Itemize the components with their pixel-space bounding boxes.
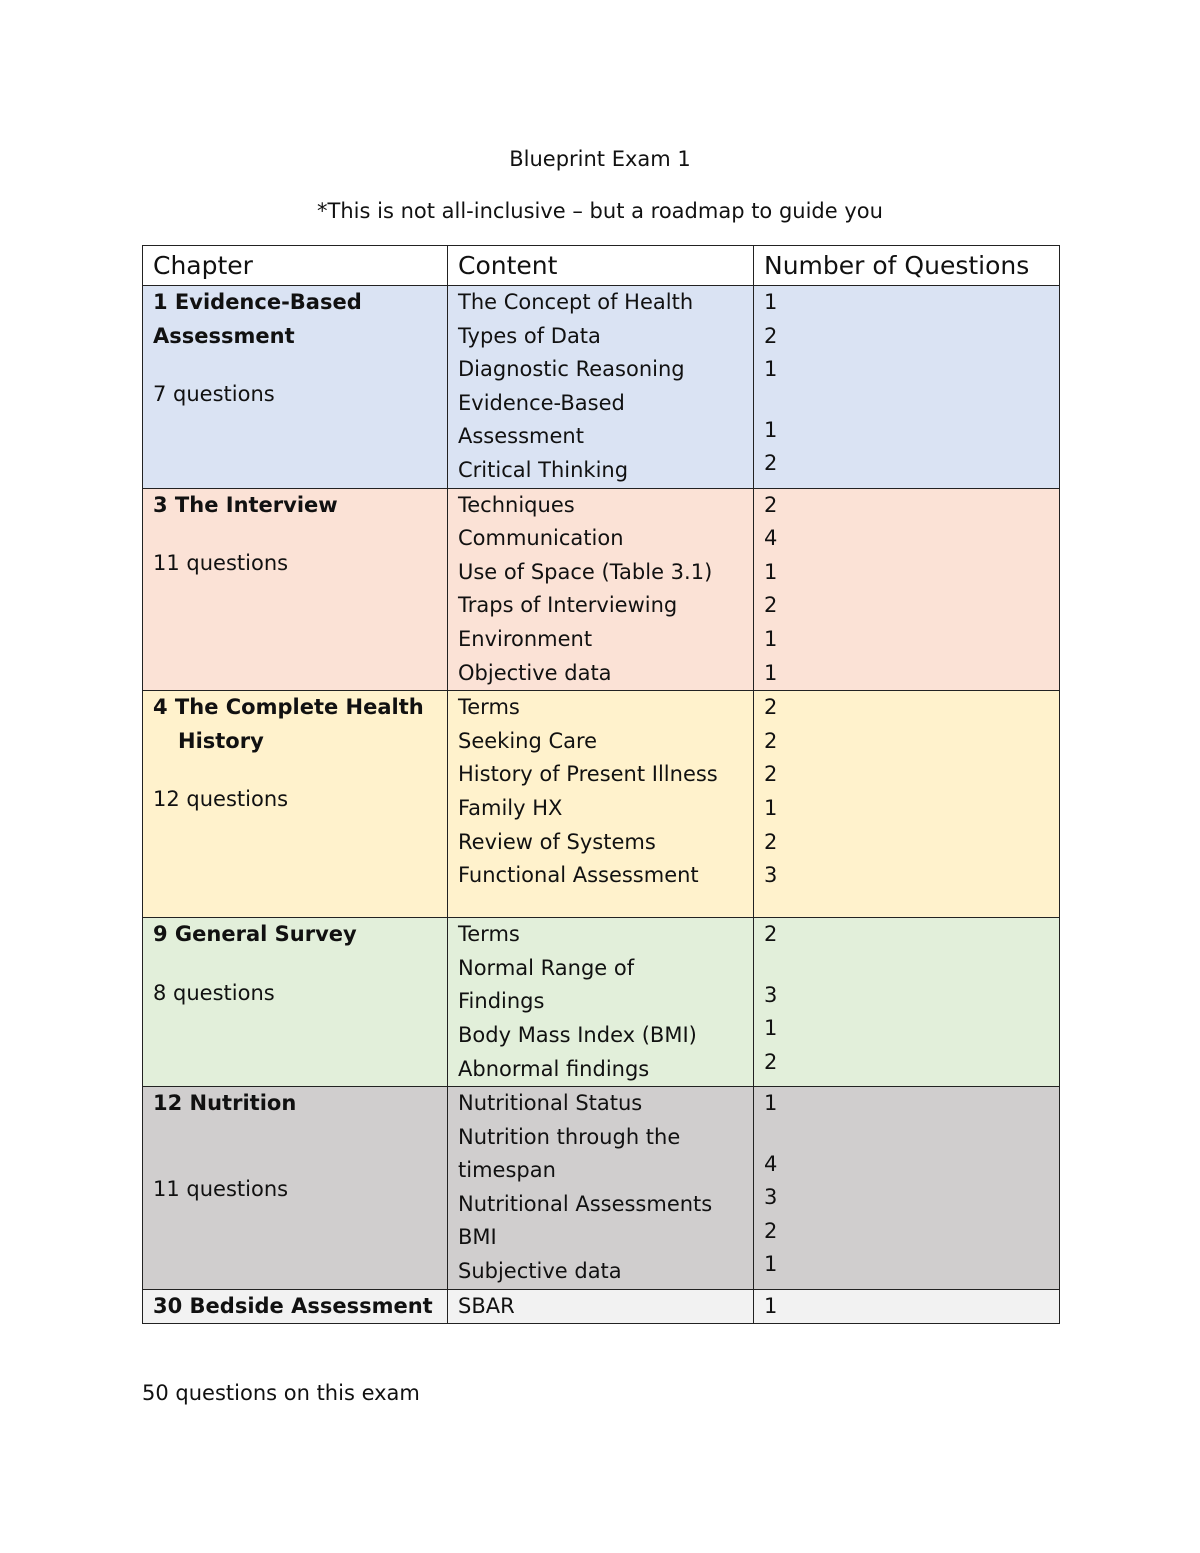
content-item: Techniques — [458, 492, 575, 517]
question-number: 2 — [764, 1218, 778, 1243]
question-number: 1 — [764, 1016, 778, 1041]
content-item: Abnormal findings — [458, 1056, 650, 1081]
content-item: Terms — [458, 922, 520, 947]
chapter-question-count: 12 questions — [153, 787, 289, 812]
chapter-name: 12 Nutrition — [153, 1091, 297, 1116]
chapter-cell — [143, 1087, 448, 1290]
question-number: 2 — [764, 323, 778, 348]
question-number: 2 — [764, 829, 778, 854]
number-cell — [754, 286, 1060, 489]
table-row — [143, 286, 1060, 489]
content-item: Traps of Interviewing — [458, 593, 678, 618]
question-number: 1 — [764, 357, 778, 382]
content-item: Assessment — [458, 424, 584, 449]
chapter-question-count: 11 questions — [153, 1176, 289, 1201]
question-number: 1 — [764, 559, 778, 584]
number-cell — [754, 918, 1060, 1087]
question-number: 1 — [764, 660, 778, 685]
question-number: 2 — [764, 762, 778, 787]
content-item: History of Present Illness — [458, 762, 718, 787]
table-row — [143, 918, 1060, 1087]
question-number — [764, 387, 1049, 414]
content-cell — [448, 1087, 754, 1290]
chapter-name: 9 General Survey — [153, 922, 357, 947]
content-cell — [448, 1289, 754, 1324]
question-number: 1 — [764, 626, 778, 651]
question-number: 2 — [764, 728, 778, 753]
question-number: 4 — [764, 1151, 778, 1176]
chapter-cell — [143, 691, 448, 918]
content-item: The Concept of Health — [458, 290, 694, 314]
question-number: 1 — [764, 1091, 778, 1116]
chapter-name: History — [178, 728, 264, 753]
question-number: 3 — [764, 982, 778, 1007]
number-cell — [754, 1087, 1060, 1290]
question-number — [764, 1121, 1049, 1148]
page-subtitle: *This is not all-inclusive – but a roadmap to guide you — [317, 199, 883, 223]
footer-note: 50 questions on this exam — [142, 1381, 420, 1405]
chapter-cell — [143, 918, 448, 1087]
chapter-cell — [143, 1289, 448, 1324]
content-item: Use of Space (Table 3.1) — [458, 559, 713, 584]
question-number: 3 — [764, 863, 778, 888]
content-item: Evidence-Based — [458, 390, 625, 415]
content-item: Critical Thinking — [458, 457, 629, 482]
content-item: Nutrition through the — [458, 1124, 681, 1149]
chapter-name: 30 Bedside Assessment — [153, 1293, 433, 1318]
content-item: Seeking Care — [458, 728, 598, 753]
question-number: 2 — [764, 1049, 778, 1074]
table-row — [143, 1087, 1060, 1290]
table-row — [143, 488, 1060, 691]
chapter-cell — [143, 488, 448, 691]
content-item: Family HX — [458, 795, 563, 820]
header-content: Content — [448, 246, 754, 286]
content-item: SBAR — [458, 1293, 515, 1318]
question-number: 1 — [764, 417, 778, 442]
number-cell — [754, 488, 1060, 691]
chapter-question-count: 11 questions — [153, 551, 289, 576]
content-item: Nutritional Assessments — [458, 1191, 713, 1216]
content-item: Review of Systems — [458, 829, 656, 854]
chapter-name: 4 The Complete Health — [153, 695, 424, 720]
content-item: Nutritional Status — [458, 1091, 643, 1116]
page-title: Blueprint Exam 1 — [509, 147, 691, 171]
number-cell — [754, 691, 1060, 918]
header-chapter: Chapter — [143, 246, 448, 286]
content-item: Environment — [458, 626, 593, 651]
question-number: 3 — [764, 1185, 778, 1210]
content-item: Communication — [458, 526, 624, 551]
content-item: Subjective data — [458, 1259, 622, 1284]
question-number: 1 — [764, 290, 778, 314]
question-number: 1 — [764, 1293, 778, 1318]
chapter-name: Assessment — [153, 323, 295, 348]
content-cell — [448, 488, 754, 691]
question-number — [764, 952, 1049, 979]
table-header-row — [143, 246, 1060, 286]
content-item: Findings — [458, 989, 545, 1014]
table-row — [143, 1289, 1060, 1324]
content-item: timespan — [458, 1158, 556, 1183]
content-item: Normal Range of — [458, 955, 635, 980]
content-item: Types of Data — [458, 323, 601, 348]
content-cell — [448, 286, 754, 489]
chapter-name: 3 The Interview — [153, 492, 338, 517]
blueprint-table — [142, 245, 1060, 1324]
question-number: 2 — [764, 695, 778, 720]
chapter-name: 1 Evidence-Based — [153, 290, 362, 314]
content-item: Diagnostic Reasoning — [458, 357, 685, 382]
number-cell — [754, 1289, 1060, 1324]
content-item: Body Mass Index (BMI) — [458, 1022, 697, 1047]
question-number: 2 — [764, 922, 778, 947]
question-number: 2 — [764, 492, 778, 517]
question-number: 2 — [764, 451, 778, 476]
content-item: BMI — [458, 1225, 497, 1250]
content-cell — [448, 691, 754, 918]
table-row — [143, 691, 1060, 918]
chapter-cell — [143, 286, 448, 489]
question-number: 1 — [764, 795, 778, 820]
chapter-question-count: 8 questions — [153, 980, 275, 1005]
question-number: 2 — [764, 593, 778, 618]
content-item: Terms — [458, 695, 520, 720]
question-number: 1 — [764, 1252, 778, 1277]
header-number-of-questions: Number of Questions — [754, 246, 1060, 286]
chapter-question-count: 7 questions — [153, 382, 275, 407]
content-item: Objective data — [458, 660, 612, 685]
content-item: Functional Assessment — [458, 863, 699, 888]
content-cell — [448, 918, 754, 1087]
question-number: 4 — [764, 526, 778, 551]
